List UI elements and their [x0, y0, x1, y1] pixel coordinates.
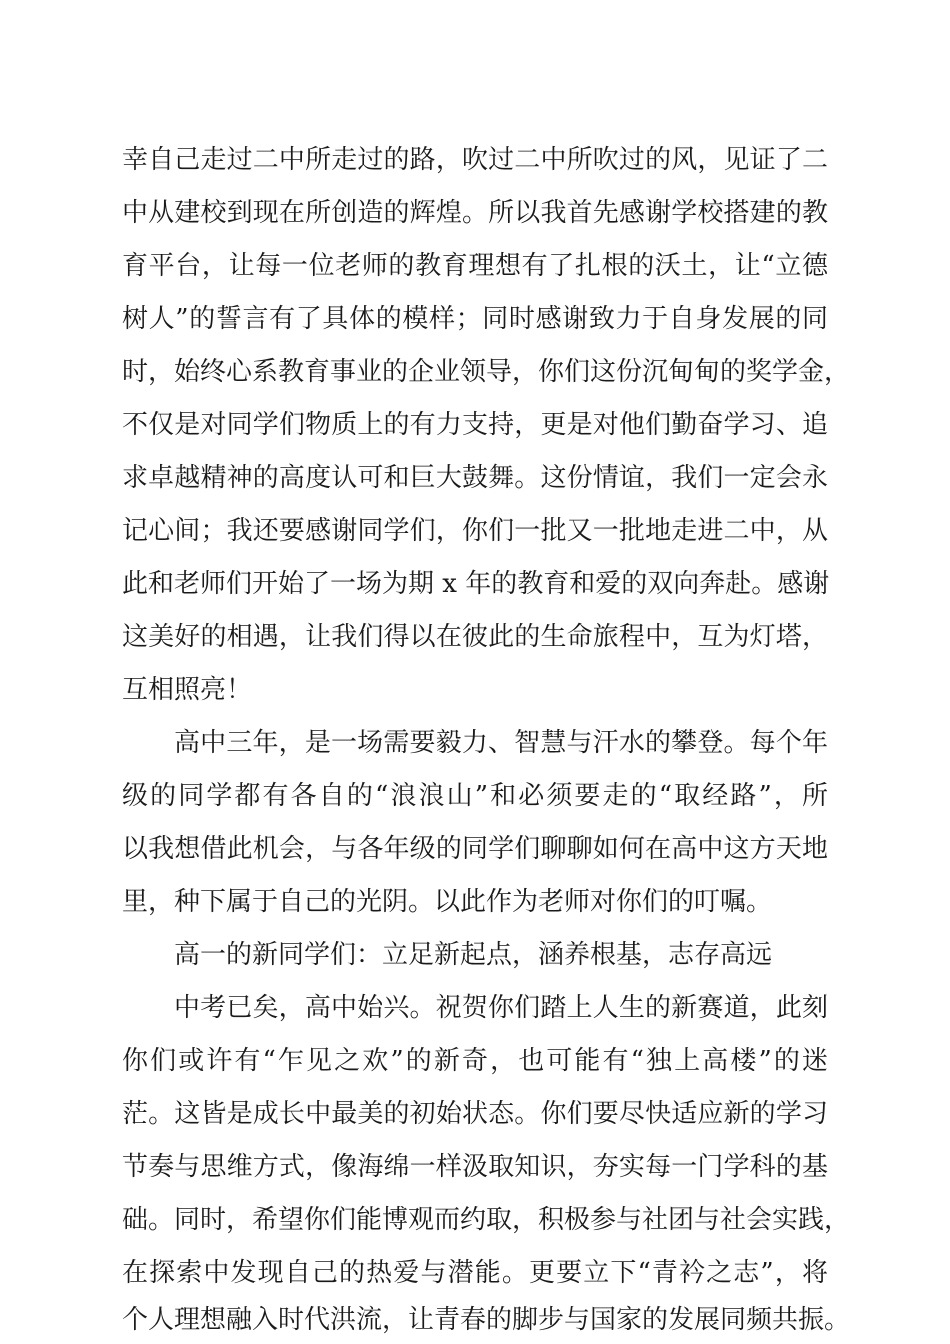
body-line: 互相照亮！	[122, 675, 253, 705]
body-line: 础。同时，希望你们能博观而约取，积极参与社团与社会实践，	[122, 1205, 851, 1235]
body-line: 求卓越精神的高度认可和巨大鼓舞。这份情谊，我们一定会永	[122, 463, 828, 493]
section-heading: 高一的新同学们：立足新起点，涵养根基，志存高远	[174, 940, 773, 970]
body-line: 此和老师们开始了一场为期 x 年的教育和爱的双向奔赴。感谢	[122, 569, 830, 599]
body-line: 级的同学都有各自的“浪浪山”和必须要走的“取经路”，所	[122, 781, 828, 811]
body-line: 树人”的誓言有了具体的模样；同时感谢致力于自身发展的同	[122, 304, 828, 334]
body-line: 以我想借此机会，与各年级的同学们聊聊如何在高中这方天地	[122, 834, 828, 864]
body-line: 节奏与思维方式，像海绵一样汲取知识，夯实每一门学科的基	[122, 1152, 828, 1182]
body-line: 在探索中发现自己的热爱与潜能。更要立下“青衿之志”，将	[122, 1258, 828, 1288]
paragraph-first-line: 高中三年，是一场需要毅力、智慧与汗水的攀登。每个年	[174, 728, 828, 758]
body-line: 不仅是对同学们物质上的有力支持，更是对他们勤奋学习、追	[122, 410, 828, 440]
body-line: 育平台，让每一位老师的教育理想有了扎根的沃土，让“立德	[122, 251, 828, 281]
body-line: 你们或许有“乍见之欢”的新奇，也可能有“独上高楼”的迷	[122, 1046, 828, 1076]
body-line: 茫。这皆是成长中最美的初始状态。你们要尽快适应新的学习	[122, 1099, 828, 1129]
body-line: 幸自己走过二中所走过的路，吹过二中所吹过的风，见证了二	[122, 145, 828, 175]
body-line: 个人理想融入时代洪流，让青春的脚步与国家的发展同频共振。	[122, 1305, 851, 1335]
paragraph-first-line: 中考已矣，高中始兴。祝贺你们踏上人生的新赛道，此刻	[174, 993, 828, 1023]
body-line: 这美好的相遇，让我们得以在彼此的生命旅程中，互为灯塔，	[122, 622, 828, 652]
body-line: 中从建校到现在所创造的辉煌。所以我首先感谢学校搭建的教	[122, 198, 828, 228]
body-line: 时，始终心系教育事业的企业领导，你们这份沉甸甸的奖学金，	[122, 357, 851, 387]
body-line: 记心间；我还要感谢同学们，你们一批又一批地走进二中，从	[122, 516, 828, 546]
body-line: 里，种下属于自己的光阴。以此作为老师对你们的叮嘱。	[122, 887, 773, 917]
